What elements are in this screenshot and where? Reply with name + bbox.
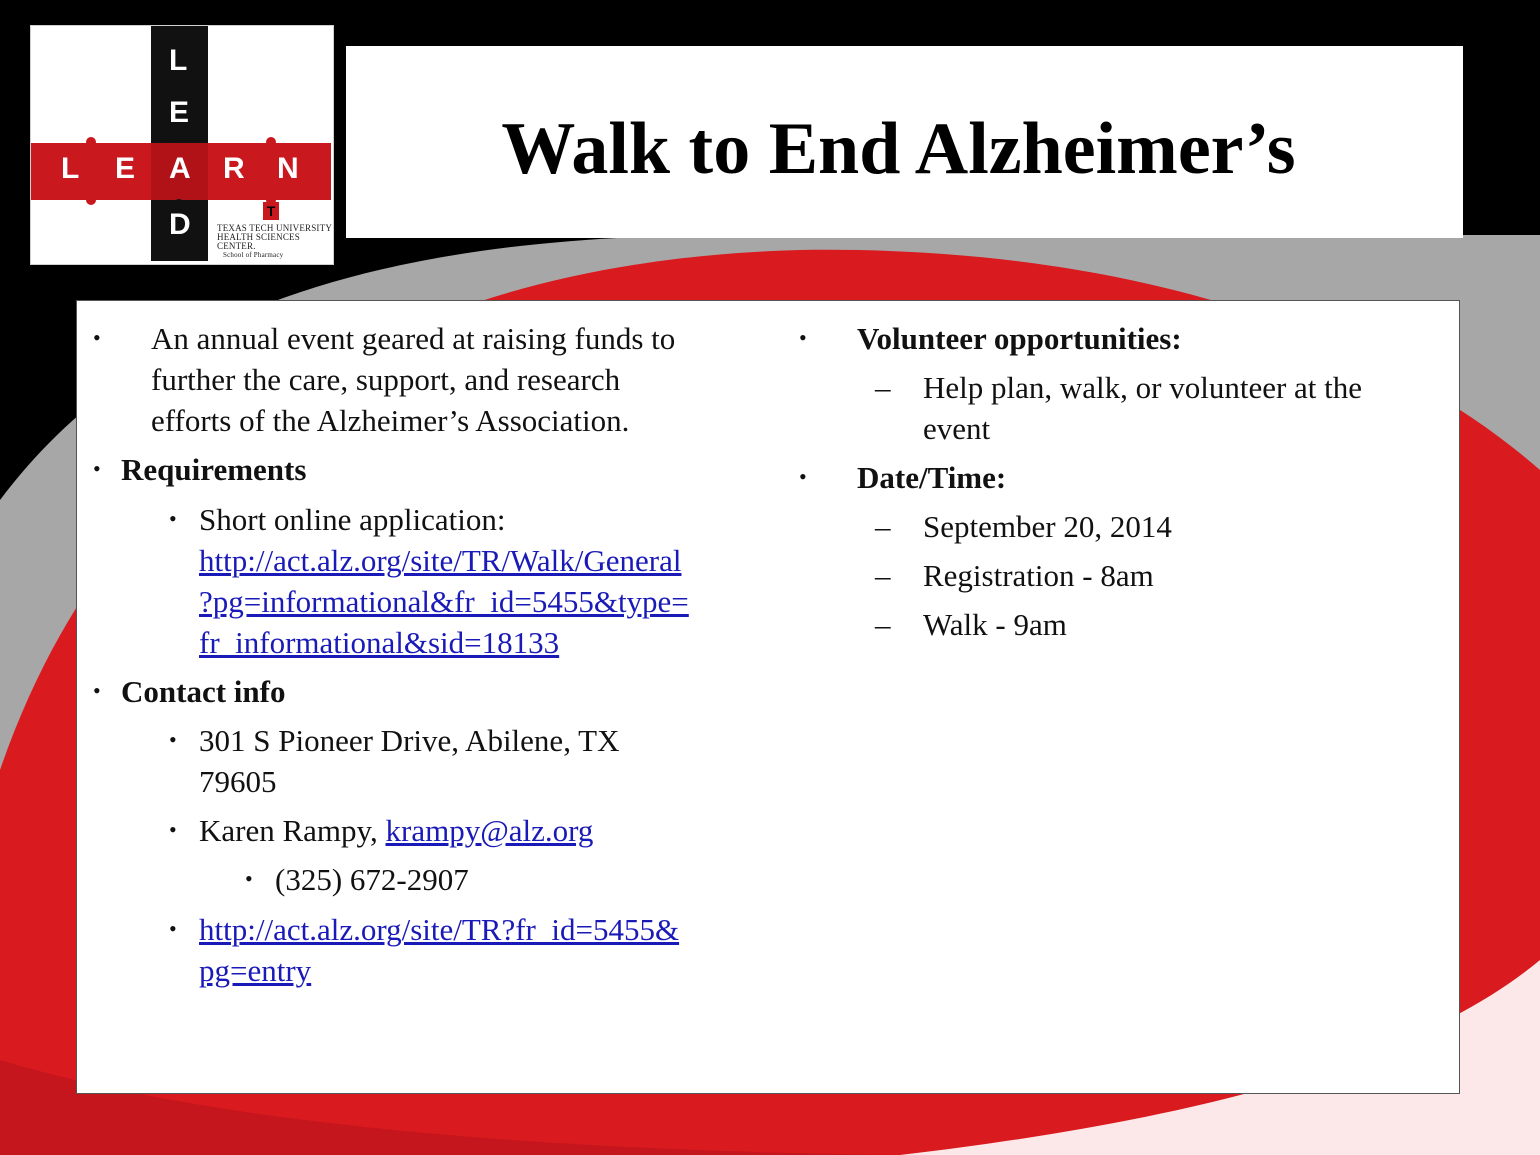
contact-name: Karen Rampy, <box>199 813 386 848</box>
walk-site-link[interactable]: http://act.alz.org/site/TR?fr_id=5455& <box>199 912 680 947</box>
volunteer-heading: Volunteer opportunities: <box>857 321 1182 356</box>
texas-tech-double-t-icon: T <box>263 202 279 220</box>
bullet-icon: • <box>799 464 807 489</box>
volunteer-item: event <box>923 411 991 446</box>
logo-horizontal-letter: E <box>115 152 136 185</box>
datetime-item: Walk - 9am <box>923 607 1067 642</box>
intro-line: efforts of the Alzheimer’s Association. <box>151 403 630 438</box>
bullet-icon: • <box>169 727 177 752</box>
logo-vertical-letter: D <box>169 208 191 241</box>
bullet-icon: • <box>93 678 101 703</box>
lead-learn-logo <box>30 25 334 265</box>
slide-title: Walk to End Alzheimer’s <box>501 108 1296 190</box>
walk-site-link[interactable]: pg=entry <box>199 953 312 988</box>
logo-horizontal-letter: A <box>169 152 191 185</box>
bullet-icon: • <box>169 916 177 941</box>
contact-email-link[interactable]: krampy@alz.org <box>385 813 594 848</box>
intro-line: further the care, support, and research <box>151 362 621 397</box>
requirements-heading: Requirements <box>121 452 307 487</box>
bullet-icon: • <box>93 325 101 350</box>
application-link[interactable]: fr_informational&sid=18133 <box>199 625 560 660</box>
dash-icon: – <box>875 558 891 593</box>
application-link[interactable]: http://act.alz.org/site/TR/Walk/General <box>199 543 682 578</box>
title-box <box>346 46 1463 238</box>
intro-line: An annual event geared at raising funds to <box>151 321 676 356</box>
bullet-icon: • <box>245 866 253 891</box>
volunteer-item: Help plan, walk, or volunteer at the <box>923 370 1363 405</box>
contact-person <box>199 810 593 851</box>
bullet-icon: • <box>169 817 177 842</box>
contact-heading: Contact info <box>121 674 286 709</box>
application-link[interactable]: ?pg=informational&fr_id=5455&type= <box>199 584 689 619</box>
datetime-item: Registration - 8am <box>923 558 1154 593</box>
logo-org-text <box>217 224 333 260</box>
address-line: 79605 <box>199 764 277 799</box>
logo-vertical-letter: E <box>169 96 190 129</box>
bullet-icon: • <box>799 325 807 350</box>
datetime-item: September 20, 2014 <box>923 509 1172 544</box>
logo-horizontal-letter: L <box>61 152 80 185</box>
dash-icon: – <box>875 509 891 544</box>
address-line: 301 S Pioneer Drive, Abilene, TX <box>199 723 620 758</box>
application-label: Short online application: <box>199 502 506 537</box>
dash-icon: – <box>875 370 891 405</box>
logo-org-line2: HEALTH SCIENCES CENTER. <box>217 232 300 251</box>
logo-vertical-letter: L <box>169 44 188 77</box>
logo-horizontal-letter: N <box>277 152 299 185</box>
dash-icon: – <box>875 607 891 642</box>
content-panel <box>76 300 1460 1094</box>
logo-org-line3: School of Pharmacy <box>223 251 284 259</box>
bullet-icon: • <box>169 506 177 531</box>
logo-horizontal-letter: R <box>223 152 245 185</box>
datetime-heading: Date/Time: <box>857 460 1007 495</box>
bullet-icon: • <box>93 456 101 481</box>
contact-phone: (325) 672-2907 <box>275 862 469 897</box>
logo-org-line1: TEXAS TECH UNIVERSITY <box>217 223 333 233</box>
